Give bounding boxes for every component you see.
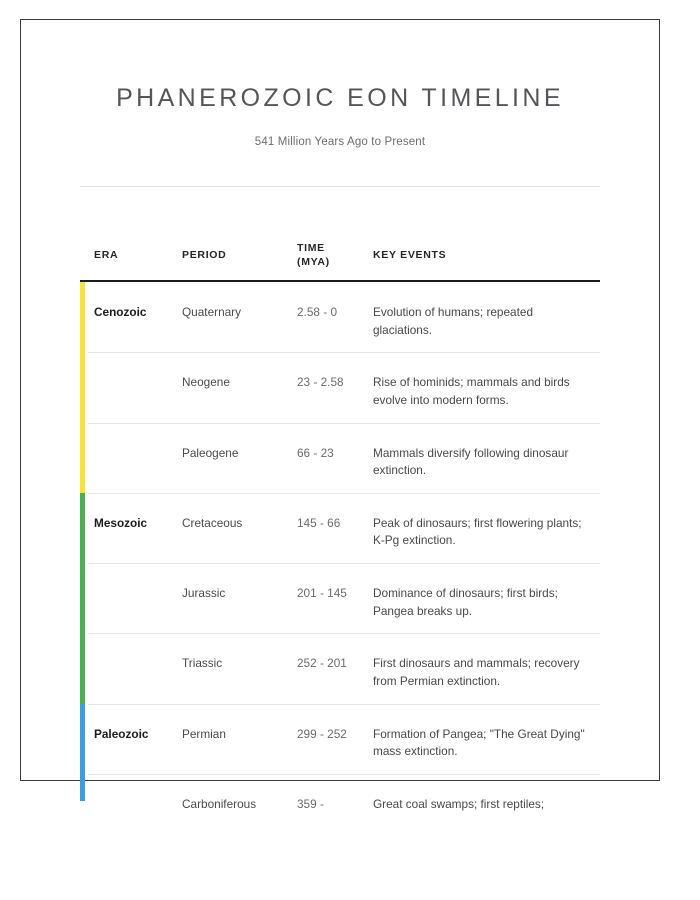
cell-time: 145 - 66 — [297, 515, 341, 530]
header-divider — [80, 186, 600, 187]
table-row[interactable] — [80, 423, 600, 493]
table-row[interactable] — [80, 633, 600, 703]
cell-time: 359 - — [297, 797, 324, 812]
column-header-period: PERIOD — [182, 249, 227, 261]
cell-period: Paleogene — [182, 445, 239, 460]
table-row[interactable] — [80, 493, 600, 563]
cell-key-events: Dominance of dinosaurs; first birds; Pangea breaks up. — [373, 586, 558, 618]
cell-time: 23 - 2.58 — [297, 375, 344, 390]
cell-period: Permian — [182, 726, 226, 741]
cell-period: Triassic — [182, 656, 223, 671]
cell-key-events: First dinosaurs and mammals; recovery from Permian extinction. — [373, 656, 580, 688]
cell-period: Carboniferous — [182, 797, 257, 812]
cell-era: Paleozoic — [94, 726, 149, 741]
cell-key-events: Formation of Pangea; "The Great Dying" mass extinction. — [373, 726, 585, 759]
table-body — [80, 282, 600, 844]
table-header-row — [80, 230, 600, 280]
cell-time: 66 - 23 — [297, 445, 334, 460]
page-subtitle: 541 Million Years Ago to Present — [254, 136, 426, 148]
table-row[interactable] — [80, 774, 600, 844]
cell-time: 299 - 252 — [297, 726, 347, 741]
table-row[interactable] — [80, 563, 600, 633]
column-header-key-events: KEY EVENTS — [373, 249, 447, 261]
cell-period: Cretaceous — [182, 515, 243, 530]
cell-key-events: Mammals diversify following dinosaur extinction. — [373, 445, 569, 478]
cell-period: Quaternary — [182, 305, 242, 319]
cell-key-events: Evolution of humans; repeated glaciations. — [373, 305, 534, 337]
column-header-time-line2: (MYA) — [297, 256, 330, 268]
column-header-time-line1: TIME — [297, 242, 325, 254]
cell-key-events: Peak of dinosaurs; first flowering plants; K-Pg extinction. — [373, 515, 582, 548]
cell-time: 252 - 201 — [297, 656, 347, 671]
page-title: PHANEROZOIC EON TIMELINE — [116, 84, 564, 112]
column-header-era: ERA — [94, 249, 119, 261]
cell-era: Cenozoic — [94, 305, 147, 319]
cell-time: 2.58 - 0 — [297, 305, 338, 319]
table-row[interactable] — [80, 704, 600, 774]
column-header-time — [297, 241, 359, 269]
cell-key-events: Rise of hominids; mammals and birds evolve into modern forms. — [373, 375, 570, 407]
cell-key-events: Great coal swamps; first reptiles; — [373, 797, 545, 812]
cell-time: 201 - 145 — [297, 586, 347, 601]
table-row[interactable] — [80, 282, 600, 352]
table-row[interactable] — [80, 352, 600, 422]
cell-era: Mesozoic — [94, 515, 148, 530]
cell-period: Jurassic — [182, 586, 226, 601]
cell-period: Neogene — [182, 375, 230, 390]
